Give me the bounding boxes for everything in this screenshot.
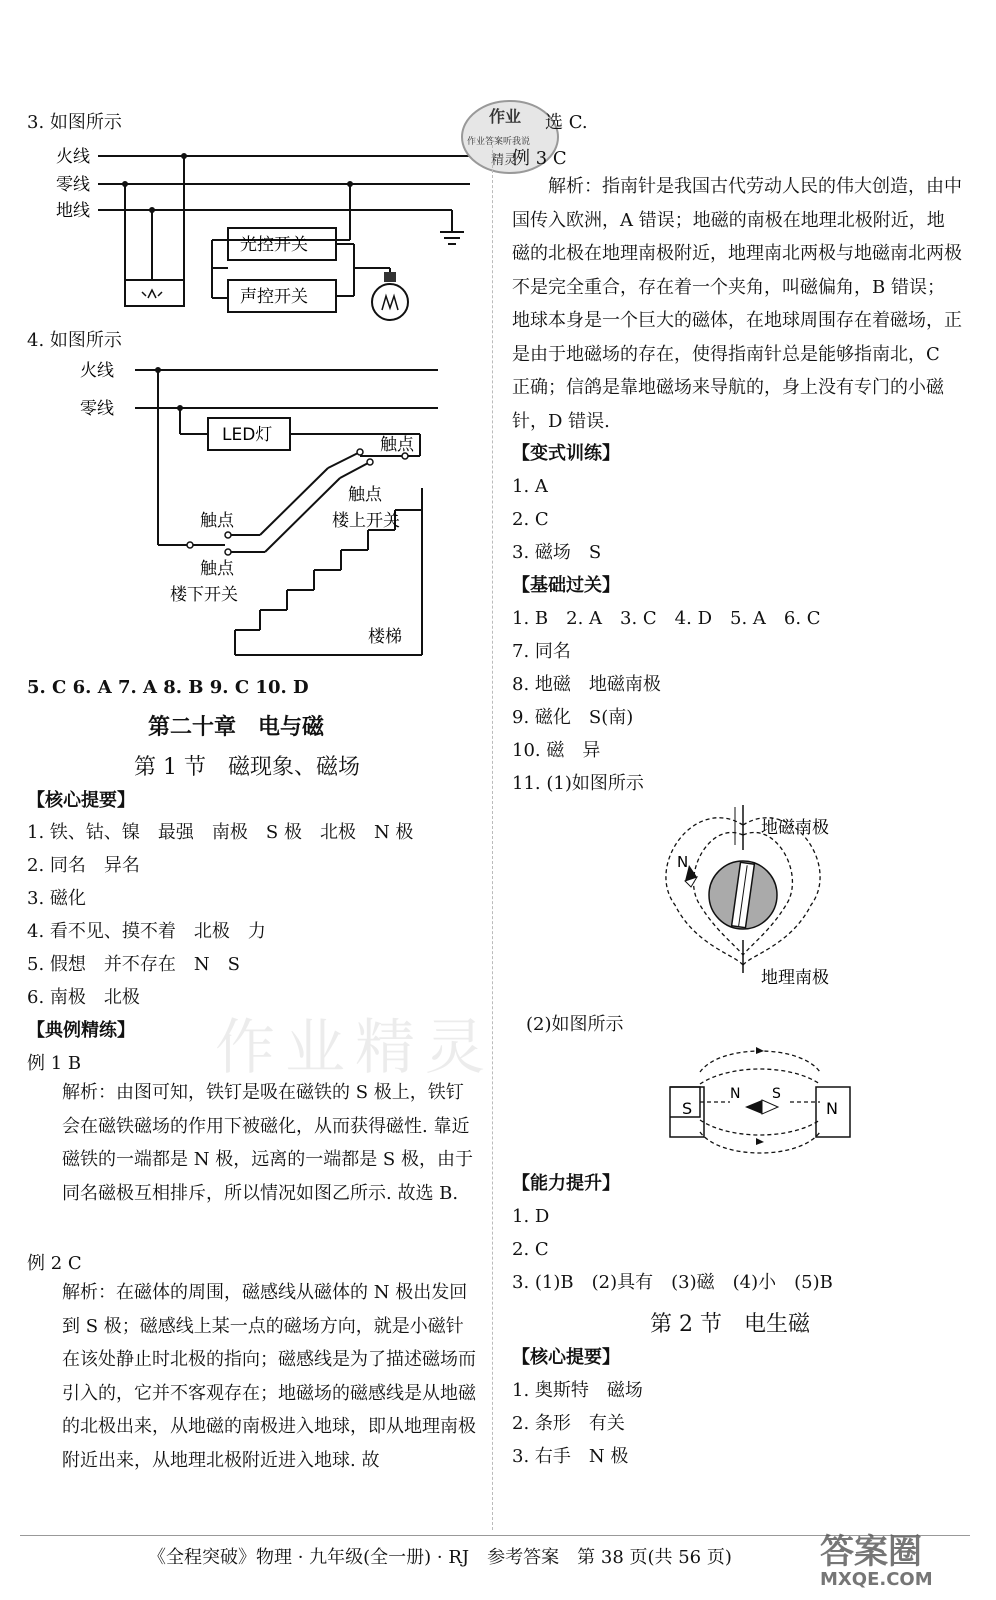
circuit-diagram-4 bbox=[60, 360, 480, 660]
basic-item: 9. 磁化 S(南) bbox=[512, 707, 634, 728]
contact-mid-label: 触点 bbox=[348, 485, 382, 505]
stamp-bottom-text: 精灵 bbox=[491, 153, 518, 168]
q4-label: 4. 如图所示 bbox=[27, 330, 122, 351]
ability-heading: 【能力提升】 bbox=[512, 1173, 620, 1194]
left-magnet-pole: S bbox=[682, 1099, 693, 1118]
corner-logo-main: 答案圈 bbox=[820, 1532, 922, 1572]
section1-title: 第 1 节 磁现象、磁场 bbox=[134, 755, 360, 780]
neutral-wire-label: 零线 bbox=[80, 399, 114, 419]
circuit-diagram-3 bbox=[50, 140, 480, 340]
variant-item: 3. 磁场 S bbox=[512, 542, 602, 563]
basic-item: 1. B 2. A 3. C 4. D 5. A 6. C bbox=[512, 608, 821, 629]
page-footer: 《全程突破》物理 · 九年级(全一册) · RJ 参考答案 第 38 页(共 56 页) bbox=[148, 1547, 732, 1568]
section2-title: 第 2 节 电生磁 bbox=[650, 1312, 810, 1337]
example-3-analysis: 解析：指南针是我国古代劳动人民的伟大创造，由中国传入欧洲，A 错误；地磁的南极在地理北极附近，地磁的北极在地理南极附近，地理南北两极与地磁南北两极不是完全重合，存在着一个夹角，叫磁偏角，B 错误；地球本身是一个巨大的磁体，在地球周围存在着磁场，正是由于地磁场的存在，使得指南针总是能够指南北，C 正确；信鸽是靠地磁场来导航的，身上没有专门的小磁针，D 错误. bbox=[512, 176, 962, 432]
ability-item: 3. (1)B (2)具有 (3)磁 (4)小 (5)B bbox=[512, 1272, 833, 1293]
core2-heading: 【核心提要】 bbox=[512, 1347, 620, 1368]
column-divider bbox=[492, 140, 493, 1530]
ability-item: 2. C bbox=[512, 1239, 549, 1260]
core2-item: 1. 奥斯特 磁场 bbox=[512, 1380, 643, 1401]
contact-top-label: 触点 bbox=[380, 435, 414, 455]
right-magnet-pole: N bbox=[826, 1099, 838, 1118]
live-wire-label: 火线 bbox=[80, 361, 114, 381]
needle-n-label: N bbox=[677, 853, 689, 871]
core-item: 5. 假想 并不存在 N S bbox=[27, 954, 240, 975]
geomagnetic-south-label: 地磁南极 bbox=[761, 818, 829, 838]
geographic-south-label: 地理南极 bbox=[761, 968, 829, 988]
example-2-analysis: 解析：在磁体的周围，磁感线从磁体的 N 极出发回到 S 极；磁感线上某一点的磁场方向，就是小磁针在该处静止时北极的指向；磁感线是为了描述磁场而引入的，它并不客观存在；地磁场的磁感线是从地磁的北极出来，从地磁的南极进入地球，即从地理南极附近出来，从地理北极附近进入地球. 故 bbox=[62, 1282, 476, 1471]
basic-item: 10. 磁 异 bbox=[512, 740, 601, 761]
variant-item: 2. C bbox=[512, 509, 549, 530]
core2-item: 3. 右手 N 极 bbox=[512, 1446, 629, 1467]
q11-part2: (2)如图所示 bbox=[526, 1014, 624, 1035]
basic-item: 7. 同名 bbox=[512, 641, 571, 662]
needle-n: N bbox=[730, 1086, 741, 1102]
core-item: 1. 铁、钴、镍 最强 南极 S 极 北极 N 极 bbox=[27, 822, 414, 843]
q3-label: 3. 如图所示 bbox=[27, 112, 122, 133]
led-label: LED灯 bbox=[222, 425, 273, 445]
watermark: 作业精灵 bbox=[215, 1013, 495, 1083]
ability-item: 1. D bbox=[512, 1206, 550, 1227]
contact-left-label: 触点 bbox=[200, 511, 234, 531]
core2-item: 2. 条形 有关 bbox=[512, 1413, 625, 1434]
corner-logo-url: MXQE.COM bbox=[820, 1569, 933, 1590]
choose-c: 选 C. bbox=[545, 112, 588, 133]
stairs-label: 楼梯 bbox=[368, 627, 402, 647]
core-item: 3. 磁化 bbox=[27, 888, 86, 909]
light-switch-label: 光控开关 bbox=[240, 235, 308, 255]
ground-wire-label: 地线 bbox=[56, 201, 90, 221]
neutral-wire-label: 零线 bbox=[56, 175, 90, 195]
example-3: 例 3 C bbox=[512, 148, 567, 169]
basic-heading: 【基础过关】 bbox=[512, 575, 620, 596]
basic-item: 8. 地磁 地磁南极 bbox=[512, 674, 661, 695]
downstairs-switch-label: 楼下开关 bbox=[170, 585, 238, 605]
magnets-field-diagram bbox=[660, 1042, 860, 1162]
stamp-middle-text: 作业答案听我说 bbox=[467, 137, 531, 147]
sound-switch-label: 声控开关 bbox=[240, 287, 308, 307]
core-heading: 【核心提要】 bbox=[27, 790, 135, 811]
live-wire-label: 火线 bbox=[56, 147, 90, 167]
example-1: 例 1 B bbox=[27, 1053, 82, 1074]
example-2: 例 2 C bbox=[27, 1253, 82, 1274]
answers-5-10: 5. C 6. A 7. A 8. B 9. C 10. D bbox=[27, 677, 309, 698]
basic-item: 11. (1)如图所示 bbox=[512, 773, 644, 794]
core-item: 4. 看不见、摸不着 北极 力 bbox=[27, 921, 266, 942]
example-heading: 【典例精练】 bbox=[27, 1020, 135, 1041]
stamp-top-text: 作业 bbox=[489, 107, 522, 126]
core-item: 2. 同名 异名 bbox=[27, 855, 140, 876]
contact-bottom-label: 触点 bbox=[200, 559, 234, 579]
chapter-title: 第二十章 电与磁 bbox=[148, 714, 325, 740]
corner-logo bbox=[820, 1524, 990, 1594]
needle-s: S bbox=[772, 1086, 781, 1102]
variant-heading: 【变式训练】 bbox=[512, 443, 620, 464]
core-item: 6. 南极 北极 bbox=[27, 987, 140, 1008]
example-1-analysis: 解析：由图可知，铁钉是吸在磁铁的 S 极上，铁钉会在磁铁磁场的作用下被磁化，从而获得磁性. 靠近磁铁的一端都是 N 极，远离的一端都是 S 极，由于同名磁极互相排斥，所以情况如图乙所示. 故选 B. bbox=[62, 1082, 473, 1204]
variant-item: 1. A bbox=[512, 476, 548, 497]
earth-field-diagram bbox=[655, 805, 885, 990]
upstairs-switch-label: 楼上开关 bbox=[332, 511, 400, 531]
